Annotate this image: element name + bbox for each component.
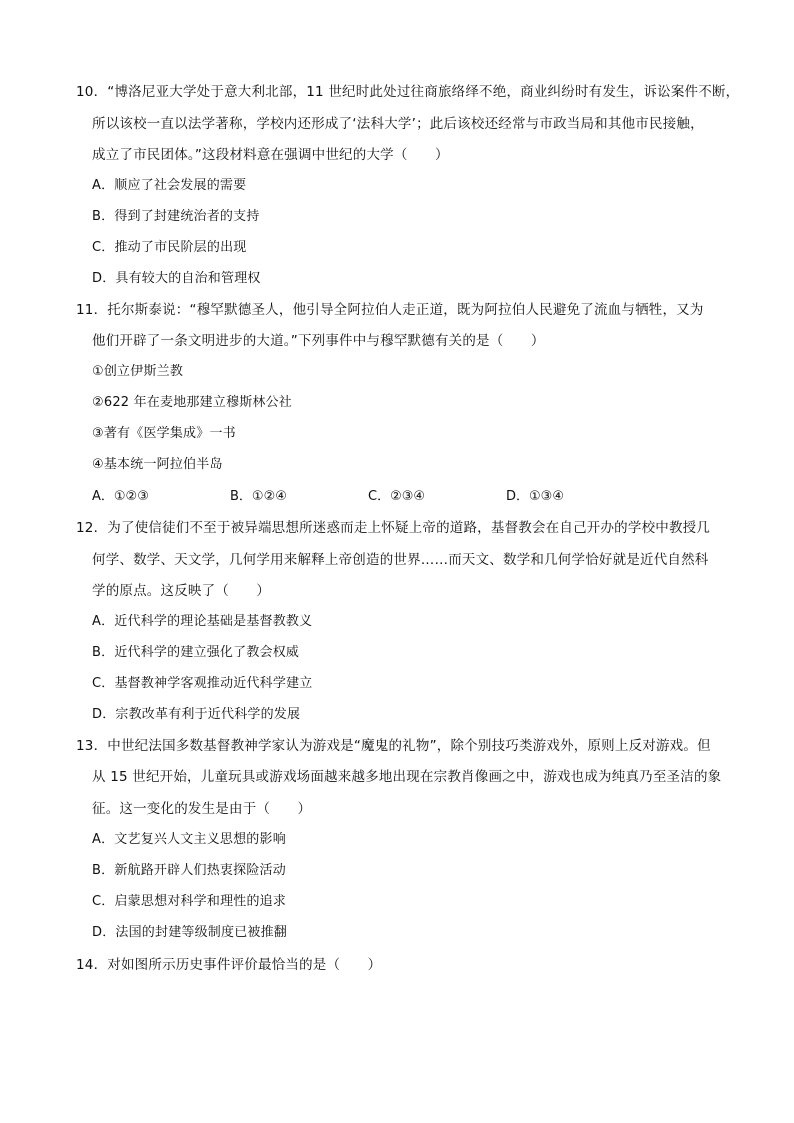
question-12-option-c[interactable]: C．基督教神学客观推动近代科学建立 <box>92 676 313 691</box>
question-11-item-4: ④基本统一阿拉伯半岛 <box>92 457 223 472</box>
question-10-line-3: 成立了市民团体。”这段材料意在强调中世纪的大学（ ） <box>92 147 449 163</box>
question-13-option-d[interactable]: D．法国的封建等级制度已被推翻 <box>92 925 288 940</box>
question-11-line-1: 11．托尔斯泰说：“穆罕默德圣人，他引导全阿拉伯人走正道，既为阿拉伯人民避免了流血与牺牲，又为 <box>76 302 704 318</box>
question-13-line-1: 13．中世纪法国多数基督教神学家认为游戏是“魔鬼的礼物”，除个别技巧类游戏外，原则上反对游戏。但 <box>76 738 711 754</box>
question-12-line-3: 学的原点。这反映了（ ） <box>92 583 271 599</box>
question-13-option-c[interactable]: C．启蒙思想对科学和理性的追求 <box>92 894 287 909</box>
question-12-option-a[interactable]: A．近代科学的理论基础是基督教教义 <box>92 614 313 629</box>
question-12-option-d[interactable]: D．宗教改革有利于近代科学的发展 <box>92 707 301 722</box>
question-11-options-row <box>92 487 692 507</box>
question-10-option-c[interactable]: C．推动了市民阶层的出现 <box>92 240 247 255</box>
question-11-option-d[interactable]: D．①③④ <box>506 489 564 504</box>
question-10-line-1: 10．“博洛尼亚大学处于意大利北部，11 世纪时此处过往商旅络绎不绝，商业纠纷时有发生，诉讼案件不断， <box>76 84 740 100</box>
question-11-option-a[interactable]: A．①②③ <box>92 489 149 504</box>
question-10-line-2: 所以该校一直以法学著称，学校内还形成了‘法科大学’；此后该校还经常与市政当局和其他市民接触， <box>92 116 704 132</box>
question-13-line-3: 征。这一变化的发生是由于（ ） <box>92 801 312 817</box>
question-11-option-b[interactable]: B．①②④ <box>230 489 287 504</box>
question-12-option-b[interactable]: B．近代科学的建立强化了教会权威 <box>92 645 300 660</box>
question-10-option-d[interactable]: D．具有较大的自治和管理权 <box>92 271 261 286</box>
question-14-line-1: 14．对如图所示历史事件评价最恰当的是（ ） <box>76 957 382 973</box>
question-13-line-2: 从 15 世纪开始，儿童玩具或游戏场面越来越多地出现在宗教肖像画之中，游戏也成为纯真乃至圣洁的象 <box>92 769 722 785</box>
question-11-item-3: ③著有《医学集成》一书 <box>92 426 236 441</box>
question-11-item-2: ②622 年在麦地那建立穆斯林公社 <box>92 395 292 410</box>
question-12-line-1: 12．为了使信徒们不至于被异端思想所迷惑而走上怀疑上帝的道路，基督教会在自己开办的学校中教授几 <box>76 520 711 536</box>
question-10-option-b[interactable]: B．得到了封建统治者的支持 <box>92 209 260 224</box>
question-10-option-a[interactable]: A．顺应了社会发展的需要 <box>92 178 247 193</box>
question-12-line-2: 何学、数学、天文学，几何学用来解释上帝创造的世界……而天文、数学和几何学恰好就是近代自然科 <box>92 552 709 568</box>
question-11-option-c[interactable]: C．②③④ <box>368 489 426 504</box>
question-11-line-2: 他们开辟了一条文明进步的大道。”下列事件中与穆罕默德有关的是（ ） <box>92 333 545 349</box>
question-13-option-b[interactable]: B．新航路开辟人们热衷探险活动 <box>92 863 286 878</box>
question-13-option-a[interactable]: A．文艺复兴人文主义思想的影响 <box>92 832 286 847</box>
question-11-item-1: ①创立伊斯兰教 <box>92 364 184 379</box>
